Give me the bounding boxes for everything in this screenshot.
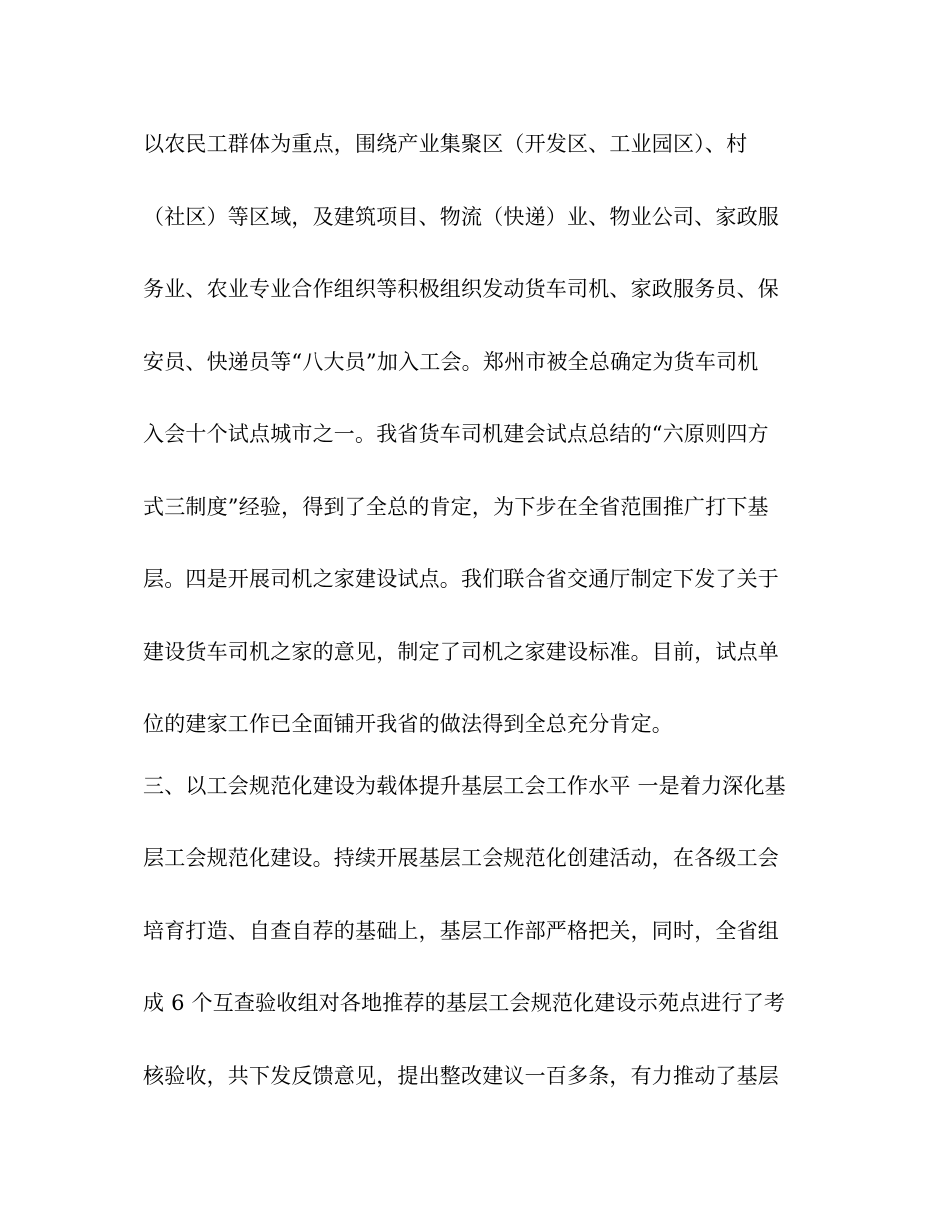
paragraph-line: 培育打造、自查自荐的基础上，基层工作部严格把关，同时，全省组	[143, 919, 779, 943]
paragraph-line: 式三制度”经验，得到了全总的肯定，为下步在全省范围推广打下基	[143, 495, 769, 519]
paragraph-line: 层。四是开展司机之家建设试点。我们联合省交通厅制定下发了关于	[143, 567, 779, 591]
paragraph-line: 成 6 个互查验收组对各地推荐的基层工会规范化建设示苑点进行了考	[143, 991, 786, 1015]
paragraph-line: 核验收，共下发反馈意见，提出整改建议一百多条，有力推动了基层	[143, 1064, 779, 1088]
section-heading-line: 三、以工会规范化建设为载体提升基层工会工作水平 一是着力深化基	[143, 774, 786, 798]
paragraph-line: （社区）等区域，及建筑项目、物流（快递）业、物业公司、家政服	[143, 205, 779, 229]
paragraph-line: 位的建家工作已全面铺开我省的做法得到全总充分肯定。	[143, 712, 673, 736]
paragraph-line: 入会十个试点城市之一。我省货车司机建会试点总结的“六原则四方	[143, 422, 769, 446]
paragraph-line: 以农民工群体为重点，围绕产业集聚区（开发区、工业园区）、村	[143, 132, 748, 156]
paragraph-line: 层工会规范化建设。持续开展基层工会规范化创建活动，在各级工会	[143, 846, 779, 870]
paragraph-line: 务业、农业专业合作组织等积极组织发动货车司机、家政服务员、保	[143, 277, 779, 301]
paragraph-line: 安员、快递员等“八大员”加入工会。郑州市被全总确定为货车司机	[143, 350, 759, 374]
paragraph-line: 建设货车司机之家的意见，制定了司机之家建设标准。目前，试点单	[143, 640, 779, 664]
